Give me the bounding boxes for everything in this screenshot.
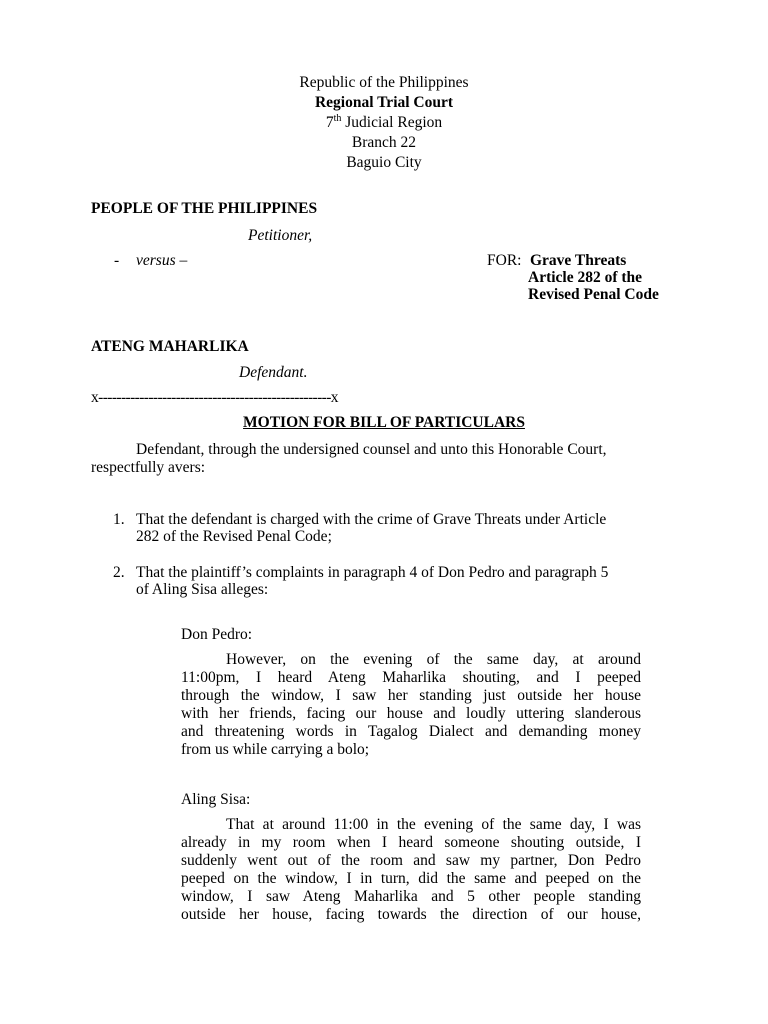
- item-2-number: 2.: [113, 564, 125, 581]
- don-pedro-line: with her friends, facing our house and loudly uttering slanderous: [181, 705, 641, 722]
- aling-sisa-line: That at around 11:00 in the evening of the same day, I was: [226, 816, 641, 833]
- header-city: Baguio City: [346, 154, 422, 171]
- don-pedro-line: from us while carrying a bolo;: [181, 741, 370, 758]
- item-1-number: 1.: [113, 511, 125, 528]
- header-branch: Branch 22: [351, 134, 417, 151]
- aling-sisa-line: suddenly went out of the room and saw my partner, Don Pedro: [181, 852, 641, 869]
- header-court: Regional Trial Court: [314, 94, 454, 111]
- don-pedro-line: 11:00pm, I heard Ateng Maharlika shouting, and I peeped: [181, 669, 641, 686]
- versus-label: versus –: [136, 252, 188, 269]
- aling-sisa-quote: [181, 816, 641, 924]
- aling-sisa-line: outside her house, facing towards the direction of our house,: [181, 906, 641, 923]
- header-region-suffix: th: [333, 112, 342, 124]
- aling-sisa-label: Aling Sisa:: [181, 791, 251, 808]
- caption-separator: x---------------------------------------------------x: [91, 389, 338, 406]
- motion-title: MOTION FOR BILL OF PARTICULARS: [243, 414, 525, 431]
- header-region: [0, 114, 768, 132]
- plaintiff-name: PEOPLE OF THE PHILIPPINES: [91, 200, 318, 217]
- intro-line-1: Defendant, through the undersigned counsel and unto this Honorable Court,: [136, 441, 607, 458]
- charge-line-3: Revised Penal Code: [528, 286, 659, 303]
- defendant-name: ATENG MAHARLIKA: [91, 338, 249, 355]
- don-pedro-line: and threatening words in Tagalog Dialect and demanding money: [181, 723, 641, 740]
- aling-sisa-line: already in my room when I heard someone shouting outside, I: [181, 834, 641, 851]
- item-2-line-1: That the plaintiff’s complaints in paragraph 4 of Don Pedro and paragraph 5: [136, 564, 609, 581]
- aling-sisa-line: peeped on the window, I in turn, did the same and peeped on the: [181, 870, 641, 887]
- charge-line-1: Grave Threats: [530, 252, 627, 269]
- don-pedro-line: However, on the evening of the same day, at around: [226, 651, 641, 668]
- intro-line-2: respectfully avers:: [91, 459, 206, 476]
- item-1-line-1: That the defendant is charged with the crime of Grave Threats under Article: [136, 511, 607, 528]
- plaintiff-role: Petitioner,: [248, 227, 313, 244]
- header-region-number: 7: [325, 114, 334, 131]
- don-pedro-line: through the window, I saw her standing just outside her house: [181, 687, 641, 704]
- versus-dash: -: [114, 252, 120, 269]
- charge-line-2: Article 282 of the: [528, 269, 643, 286]
- defendant-role: Defendant.: [239, 364, 308, 381]
- header-region-text: Judicial Region: [341, 114, 443, 131]
- don-pedro-label: Don Pedro:: [181, 626, 253, 643]
- header-republic: Republic of the Philippines: [299, 74, 469, 91]
- item-1-line-2: 282 of the Revised Penal Code;: [136, 528, 332, 545]
- aling-sisa-line: window, I saw Ateng Maharlika and 5 other people standing: [181, 888, 641, 905]
- for-label: FOR:: [487, 252, 522, 269]
- item-2-line-2: of Aling Sisa alleges:: [136, 581, 269, 598]
- don-pedro-quote: [181, 651, 641, 759]
